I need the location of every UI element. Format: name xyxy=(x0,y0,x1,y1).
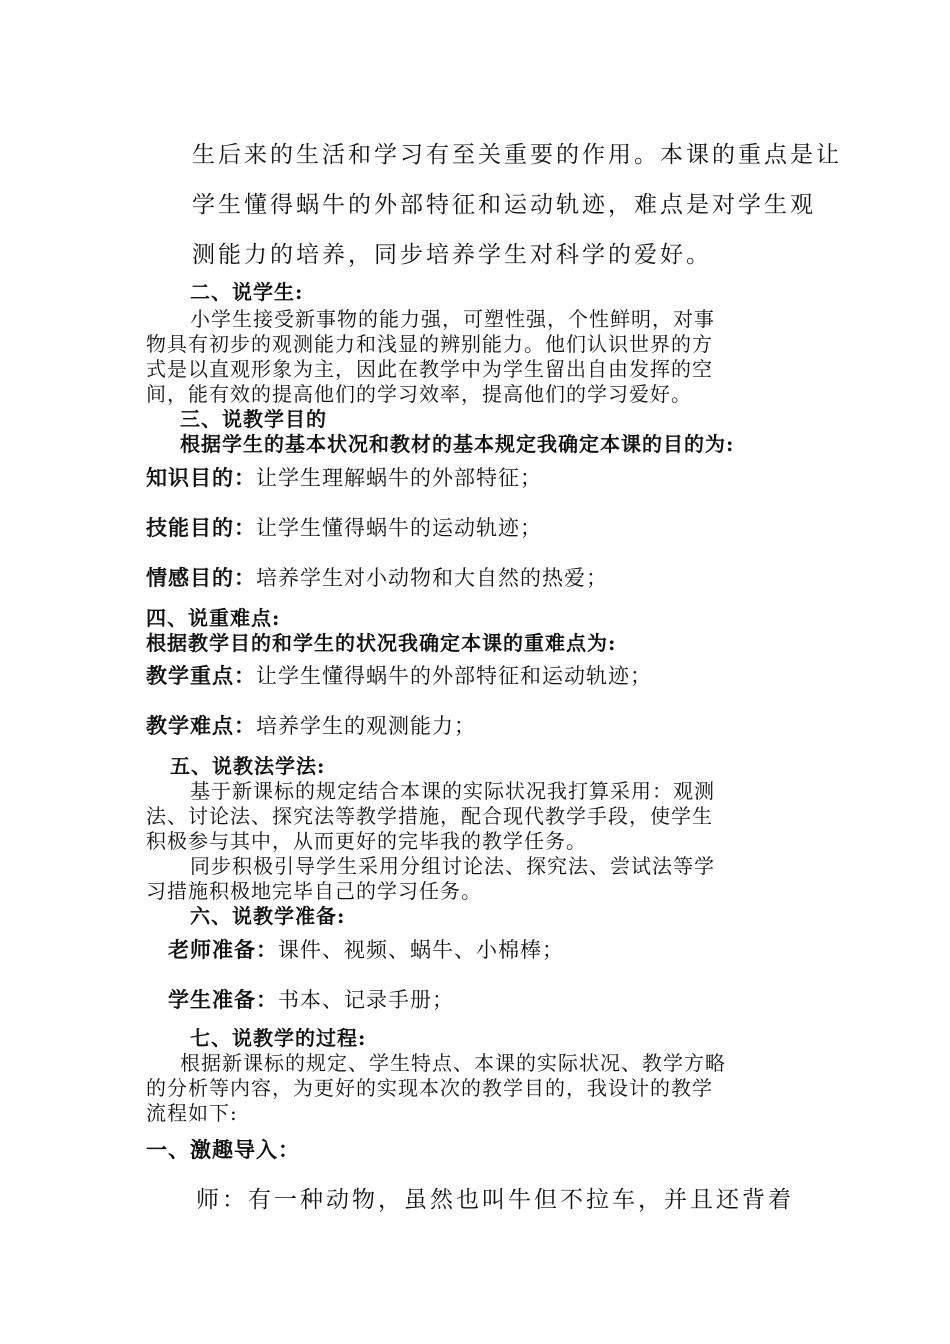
section-7-line-3: 流程如下: xyxy=(146,1101,238,1125)
intro-line-3: 测能力的培养，同步培养学生对科学的爱好。 xyxy=(192,242,712,268)
section-4-lead: 根据教学目的和学生的状况我确定本课的重难点为: xyxy=(146,631,617,655)
teaching-difficulty xyxy=(146,710,476,740)
knowledge-goal xyxy=(146,462,542,492)
teacher-prep-label: 老师准备： xyxy=(168,937,278,962)
emotion-goal xyxy=(146,562,608,592)
section-7-line-2: 的分析等内容，为更好的实现本次的教学目的，我设计的教学 xyxy=(146,1076,713,1100)
section-3-heading: 三、说教学目的 xyxy=(180,407,327,431)
section-5-heading: 五、说教法学法: xyxy=(170,754,326,778)
section-2-line-2: 物具有初步的观测能力和浅显的辨别能力。他们认识世界的方 xyxy=(146,332,713,356)
skill-goal-text: 让学生懂得蜗牛的运动轨迹； xyxy=(256,516,542,540)
section-7-line-1: 根据新课标的规定、学生特点、本课的实际状况、教学方略 xyxy=(180,1051,726,1075)
teacher-preparation xyxy=(168,934,564,964)
section-5-line-5: 习措施积极地完毕自己的学习任务。 xyxy=(146,879,482,903)
section-2-line-1: 小学生接受新事物的能力强，可塑性强，个性鲜明，对事 xyxy=(190,307,715,331)
section-7-heading: 七、说教学的过程: xyxy=(190,1026,367,1050)
difficulty-text: 培养学生的观测能力； xyxy=(256,714,476,738)
step-1-heading: 一、激趣导入： xyxy=(146,1137,300,1162)
emotion-goal-label: 情感目的： xyxy=(146,565,256,590)
key-point-label: 教学重点： xyxy=(146,663,256,688)
step-1-text: 师：有一种动物，虽然也叫牛但不拉车，并且还背着 xyxy=(196,1187,794,1213)
section-4-heading: 四、说重难点: xyxy=(146,606,281,630)
skill-goal-label: 技能目的： xyxy=(146,515,256,540)
section-6-heading: 六、说教学准备: xyxy=(190,904,346,928)
student-prep-text: 书本、记录手册； xyxy=(278,988,454,1012)
difficulty-label: 教学难点： xyxy=(146,713,256,738)
student-preparation xyxy=(168,984,454,1014)
section-5-line-3: 积极参与其中，从而更好的完毕我的教学任务。 xyxy=(146,829,587,853)
emotion-goal-text: 培养学生对小动物和大自然的热爱； xyxy=(256,566,608,590)
section-5-line-2: 法、讨论法、探究法等教学措施，配合现代教学手段，使学生 xyxy=(146,804,713,828)
knowledge-goal-text: 让学生理解蜗牛的外部特征； xyxy=(256,466,542,490)
section-2-line-4: 间，能有效的提高他们的学习效率，提高他们的学习爱好。 xyxy=(146,382,692,406)
intro-line-2: 学生懂得蜗牛的外部特征和运动轨迹，难点是对学生观 xyxy=(192,192,816,218)
section-2-line-3: 式是以直观形象为主，因此在教学中为学生留出自由发挥的空 xyxy=(146,357,713,381)
section-2-heading: 二、说学生: xyxy=(190,280,304,304)
student-prep-label: 学生准备： xyxy=(168,987,278,1012)
key-point-text: 让学生懂得蜗牛的外部特征和运动轨迹； xyxy=(256,664,652,688)
section-5-line-4: 同步积极引导学生采用分组讨论法、探究法、尝试法等学 xyxy=(190,854,715,878)
knowledge-goal-label: 知识目的： xyxy=(146,465,256,490)
teaching-key-point xyxy=(146,660,652,690)
section-3-lead: 根据学生的基本状况和教材的基本规定我确定本课的目的为: xyxy=(180,432,735,456)
intro-line-1: 生后来的生活和学习有至关重要的作用。本课的重点是让 xyxy=(192,142,842,168)
skill-goal xyxy=(146,512,542,542)
teacher-prep-text: 课件、视频、蜗牛、小棉棒； xyxy=(278,938,564,962)
section-5-line-1: 基于新课标的规定结合本课的实际状况我打算采用：观测 xyxy=(190,779,715,803)
